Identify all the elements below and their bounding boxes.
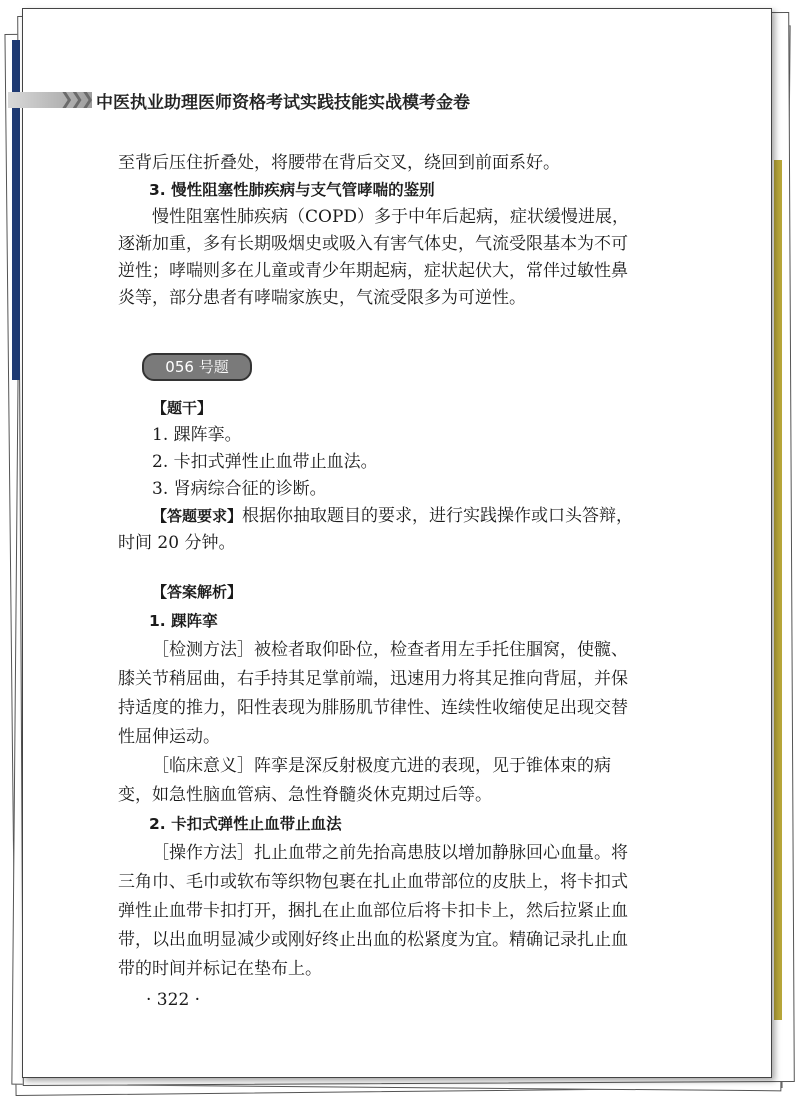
- paragraph: 至背后压住折叠处，将腰带在背后交叉，绕回到前面系好。: [118, 153, 560, 173]
- answer-label: 【答案解析】: [152, 583, 243, 601]
- intro-section: [118, 150, 638, 312]
- stem-item: 1. 踝阵挛。: [152, 425, 242, 445]
- page-number: · 322 ·: [146, 990, 201, 1010]
- stem-label: 【题干】: [152, 399, 213, 417]
- paragraph: ［临床意义］阵挛是深反射极度亢进的表现，见于锥体束的病变，如急性脑血管病、急性脊髓炎休克期过后等。: [118, 756, 611, 805]
- section-heading: 3. 慢性阻塞性肺疾病与支气管哮喘的鉴别: [149, 181, 435, 199]
- chevron-right-icon: ❯❯❯: [60, 89, 92, 108]
- cover-edge-strip: [774, 160, 782, 1020]
- answer-heading: 1. 踝阵挛: [149, 612, 218, 630]
- cover-edge-strip: [12, 40, 20, 380]
- question-number-badge: 056 号题: [142, 353, 252, 381]
- stem-item: 3. 肾病综合征的诊断。: [152, 479, 327, 499]
- requirement-label: 【答题要求】: [152, 507, 243, 525]
- paragraph: ［检测方法］被检者取仰卧位，检查者用左手托住腘窝，使髋、膝关节稍屈曲，右手持其足掌前端，迅速用力将其足推向背屈，并保持适度的推力，阳性表现为腓肠肌节律性、连续性收缩使足出现交替性屈伸运动。: [118, 640, 628, 747]
- stem-item: 2. 卡扣式弹性止血带止血法。: [152, 452, 378, 472]
- answer-heading: 2. 卡扣式弹性止血带止血法: [149, 815, 342, 833]
- paragraph: ［操作方法］扎止血带之前先抬高患肢以增加静脉回心血量。将三角巾、毛巾或软布等织物包裹在扎止血带部位的皮肤上，将卡扣式弹性止血带卡扣打开，捆扎在止血部位后将卡扣卡上，然后拉紧止血带，以出血明显减少或刚好终止出血的松紧度为宜。精确记录扎止血带的时间并标记在垫布上。: [118, 843, 628, 979]
- question-section: [118, 395, 638, 557]
- paragraph: 慢性阻塞性肺疾病（COPD）多于中年后起病，症状缓慢进展，逐渐加重，多有长期吸烟史或吸入有害气体史，气流受限基本为不可逆性；哮喘则多在儿童或青少年期起病，症状起伏大，常伴过敏性鼻炎等，部分患者有哮喘家族史，气流受限多为可逆性。: [118, 207, 630, 308]
- answer-section: [118, 578, 638, 984]
- running-header-title: 中医执业助理医师资格考试实践技能实战模考金卷: [96, 93, 470, 113]
- requirement-text: 根据你抽取题目的要求，进行实践操作或口头答辩，时间 20 分钟。: [118, 506, 634, 553]
